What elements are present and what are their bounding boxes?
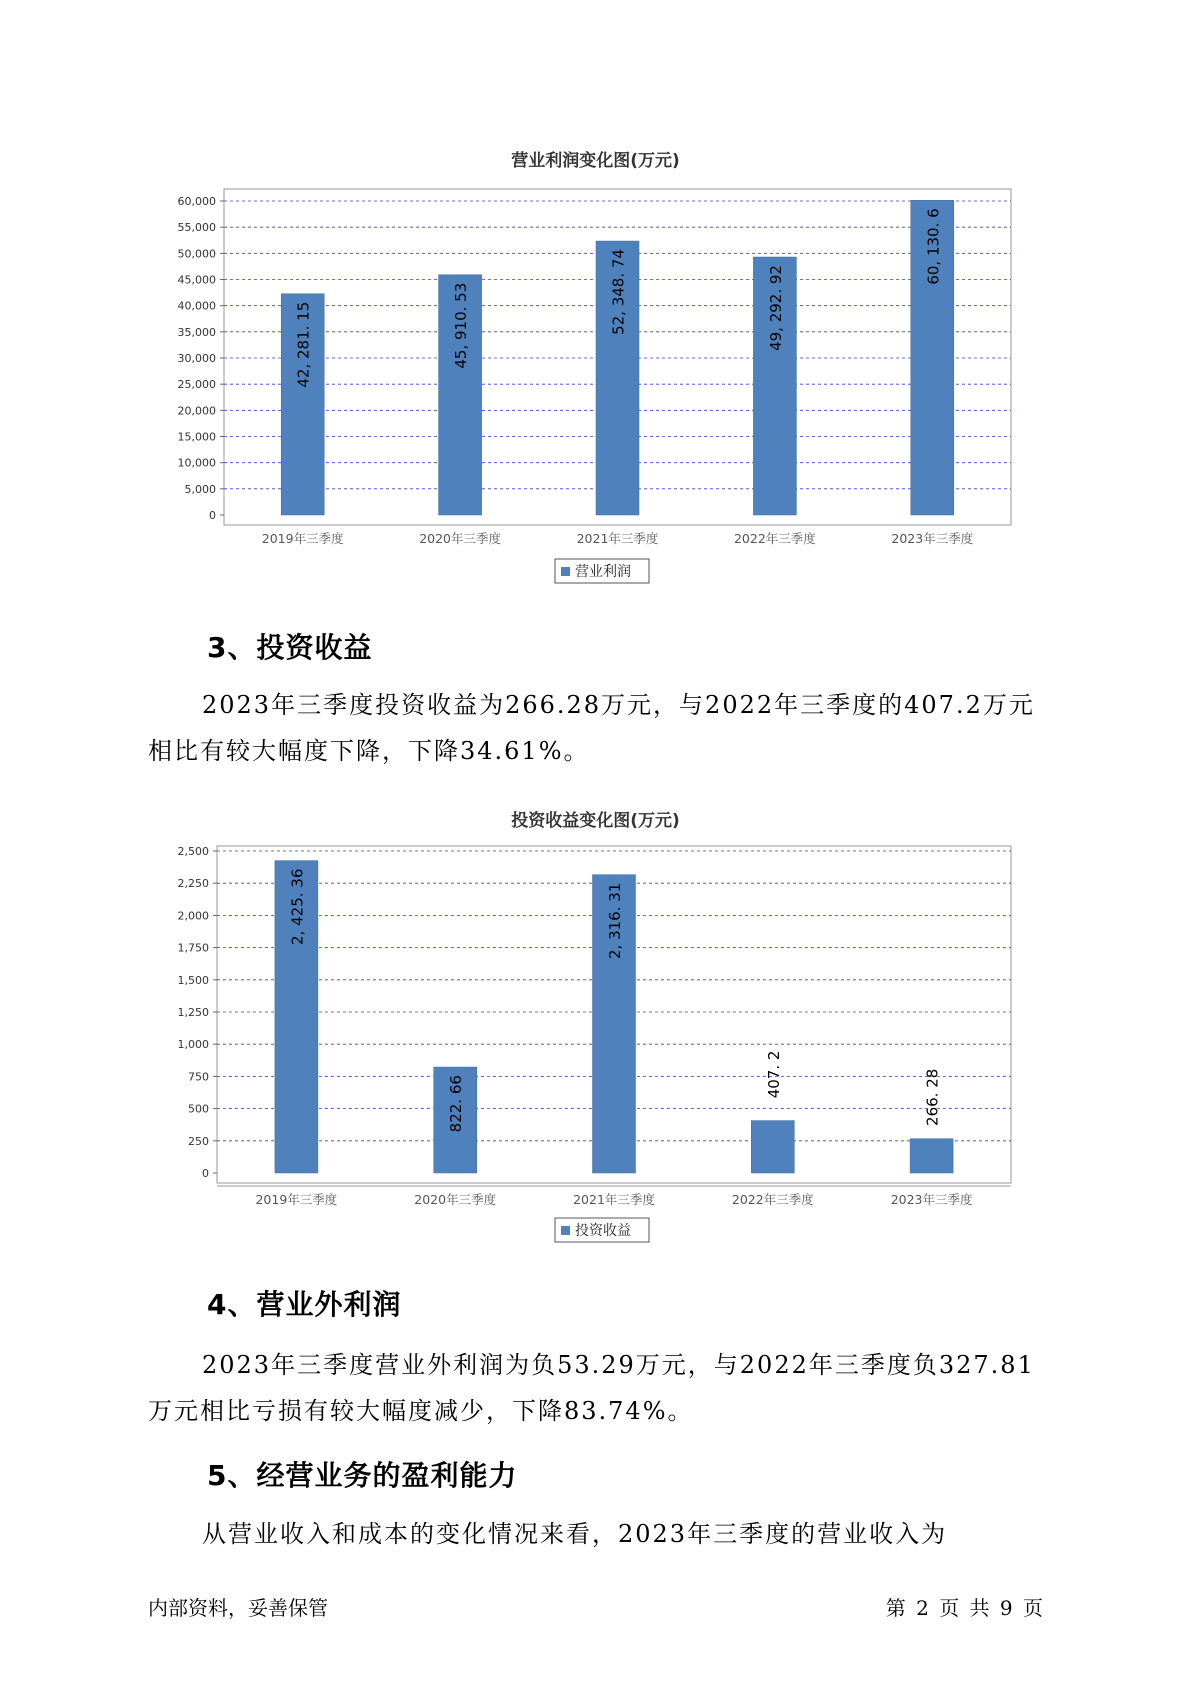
y-tick-label: 5,000	[184, 482, 216, 496]
x-tick-label: 2021年三季度	[576, 531, 659, 546]
y-tick-label: 40,000	[177, 299, 216, 313]
y-tick-label: 50,000	[177, 247, 216, 261]
y-tick-label: 30,000	[177, 352, 216, 365]
bar-value-label: 2, 316. 31	[606, 882, 624, 960]
y-tick-label: 2,000	[177, 909, 209, 923]
y-tick-label: 1,000	[177, 1038, 209, 1052]
y-tick-label: 45,000	[177, 273, 216, 287]
chart1-title: 营业利润变化图(万元)	[511, 151, 680, 171]
y-tick-label: 15,000	[177, 430, 216, 444]
y-tick-label: 500	[188, 1102, 209, 1116]
bar-value-label: 52, 348. 74	[609, 249, 628, 335]
section-3-text: 2023年三季度投资收益为266.28万元，与2022年三季度的407.2万元相比有较大幅度下降，下降34.61%。	[148, 691, 1035, 765]
y-tick-label: 0	[209, 509, 216, 522]
section-5-heading: 5、经营业务的盈利能力	[207, 1459, 518, 1492]
y-tick-label: 1,750	[177, 941, 209, 955]
footer-page-number: 第 2 页 共 9 页	[885, 1596, 1043, 1620]
y-tick-label: 2,250	[177, 877, 209, 891]
y-tick-label: 750	[188, 1070, 209, 1084]
bar-value-label: 42, 281. 15	[294, 301, 313, 388]
y-tick-label: 1,250	[177, 1006, 209, 1019]
x-tick-label: 2023年三季度	[891, 531, 974, 546]
y-tick-label: 1,500	[177, 973, 209, 987]
section-4-text: 2023年三季度营业外利润为负53.29万元，与2022年三季度负327.81万元相比亏损有较大幅度减少，下降83.74%。	[148, 1351, 1035, 1425]
bar-value-label: 822. 66	[447, 1075, 466, 1133]
chart2-title: 投资收益变化图(万元)	[511, 811, 680, 831]
bar-value-label: 49, 292. 92	[766, 265, 785, 351]
x-tick-label: 2020年三季度	[414, 1192, 497, 1207]
bar-value-label: 2, 425. 36	[288, 868, 307, 945]
x-tick-label: 2022年三季度	[733, 531, 816, 546]
x-tick-label: 2023年三季度	[890, 1192, 973, 1207]
y-tick-label: 60,000	[177, 195, 216, 208]
bar	[910, 1139, 953, 1173]
footer-confidential: 内部资料，妥善保管	[148, 1596, 328, 1620]
legend-label: 营业利润	[575, 564, 631, 580]
bar-value-label: 407. 2	[764, 1050, 783, 1099]
bar-value-label: 266. 28	[923, 1068, 942, 1126]
legend-label: 投资收益	[575, 1223, 631, 1239]
section-4-heading: 4、营业外利润	[207, 1288, 402, 1321]
y-tick-label: 2,500	[177, 845, 209, 858]
x-tick-label: 2019年三季度	[255, 1192, 338, 1207]
bar-value-label: 45, 910. 53	[452, 282, 471, 369]
x-tick-label: 2020年三季度	[419, 531, 502, 546]
y-tick-label: 35,000	[177, 325, 216, 339]
y-tick-label: 10,000	[177, 456, 216, 470]
x-tick-label: 2019年三季度	[261, 531, 344, 546]
section-5-text: 从营业收入和成本的变化情况来看，2023年三季度的营业收入为	[202, 1520, 948, 1548]
x-tick-label: 2022年三季度	[731, 1192, 814, 1207]
legend-swatch	[561, 1226, 570, 1235]
bar-value-label: 60, 130. 6	[924, 208, 943, 285]
y-tick-label: 20,000	[177, 404, 216, 418]
y-tick-label: 25,000	[177, 378, 216, 392]
bar	[751, 1121, 794, 1173]
y-tick-label: 250	[188, 1134, 209, 1148]
y-tick-label: 0	[202, 1167, 209, 1180]
section-3-heading: 3、投资收益	[207, 631, 373, 664]
y-tick-label: 55,000	[177, 221, 216, 235]
x-tick-label: 2021年三季度	[573, 1192, 655, 1207]
